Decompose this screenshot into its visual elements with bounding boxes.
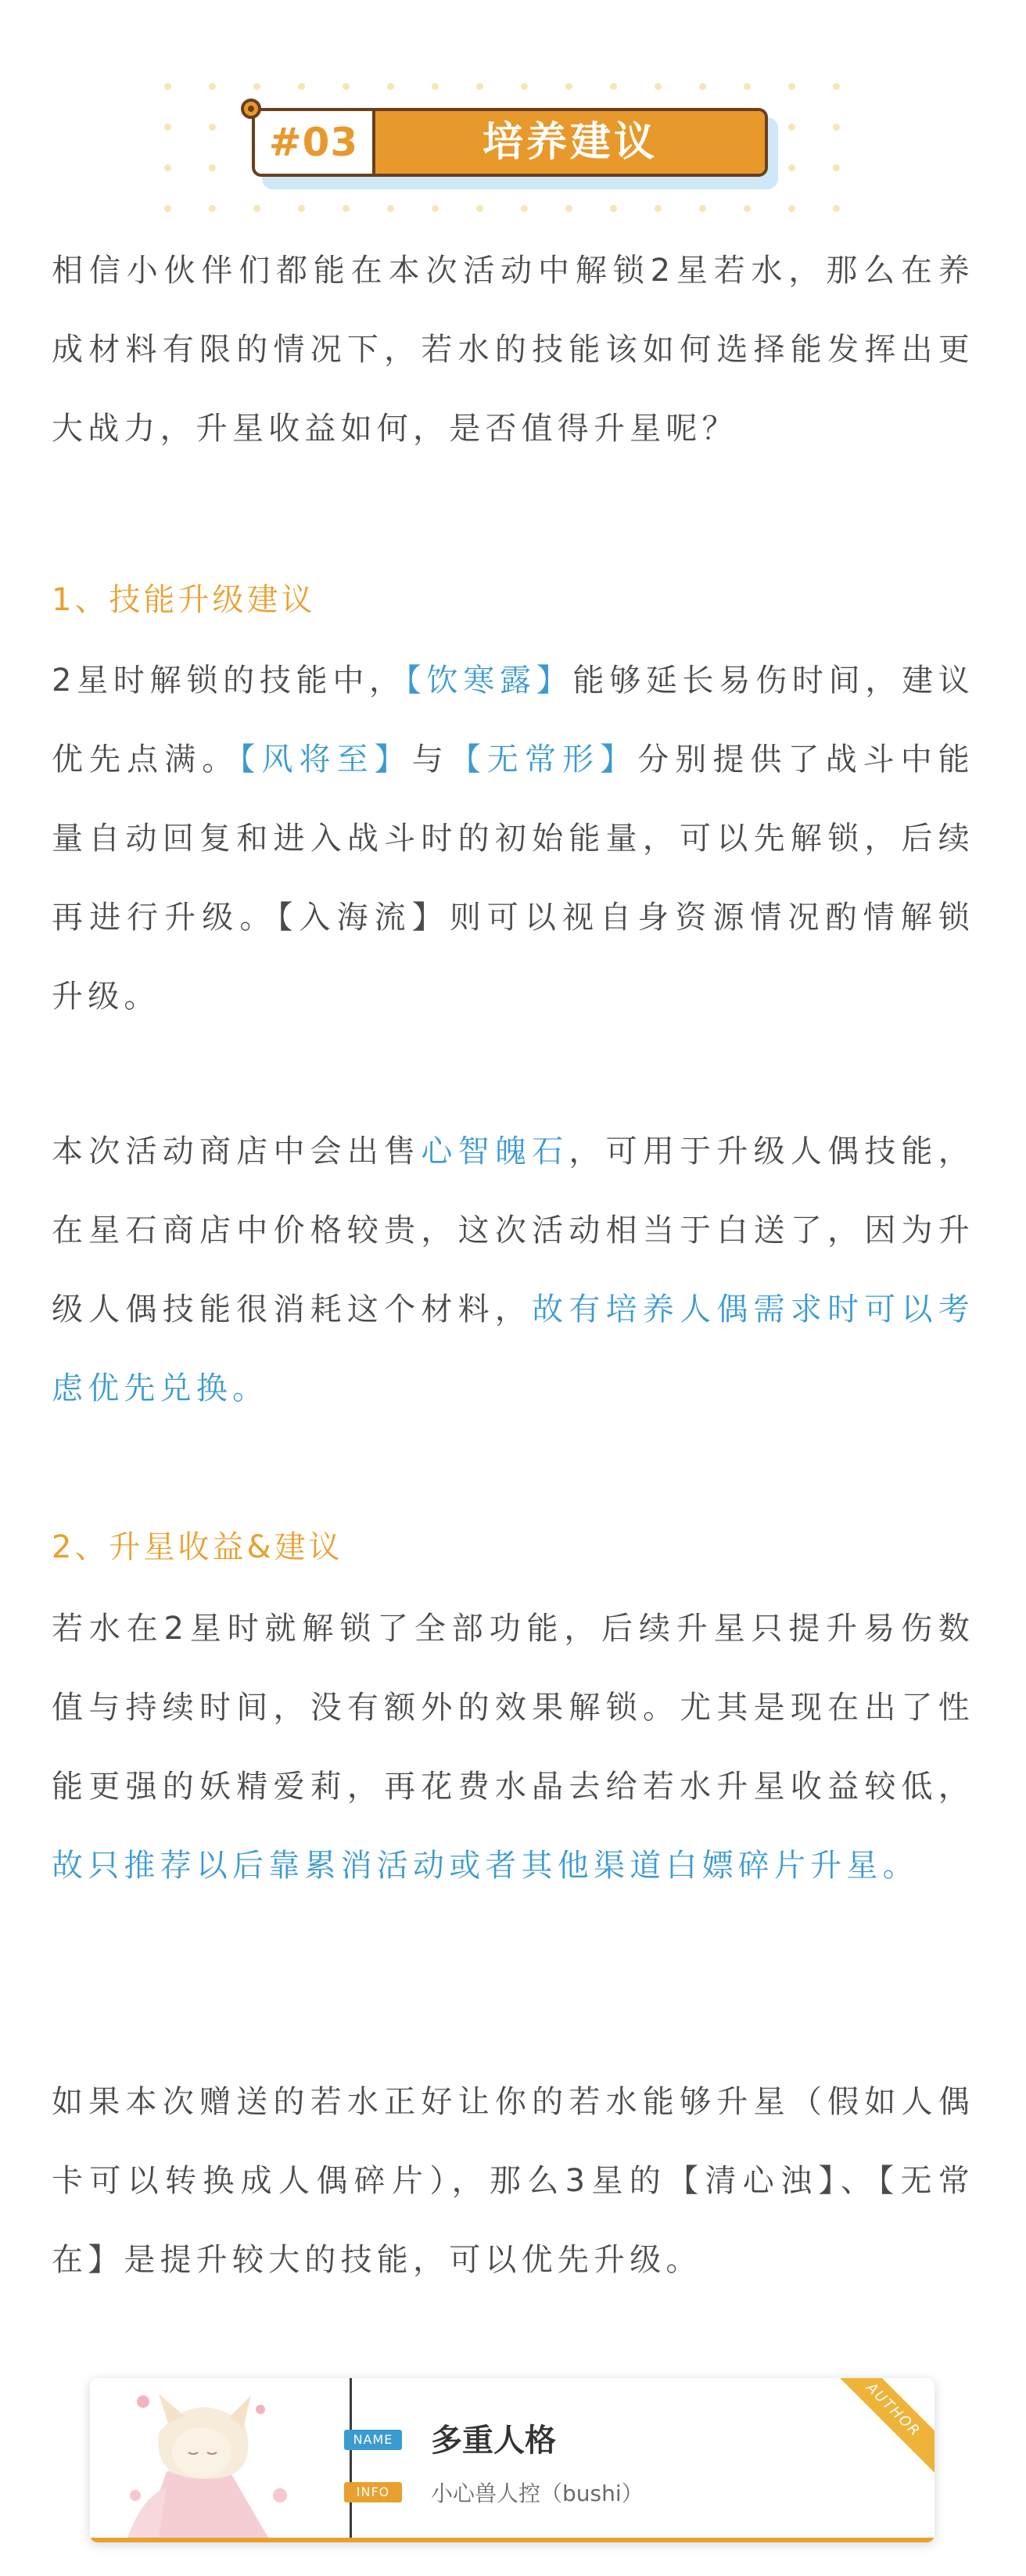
decor-dot: [209, 83, 216, 90]
card-divider: [350, 2378, 352, 2538]
author-card: [90, 2378, 935, 2542]
decor-dot: [209, 164, 216, 171]
heading-skill-upgrade: 1、技能升级建议: [52, 582, 316, 618]
card-bottom-line: [90, 2538, 935, 2542]
decor-dot: [209, 205, 216, 212]
shop-text-1: 本次活动商店中会出售: [52, 1134, 422, 1169]
decor-dot: [253, 205, 260, 212]
decor-dot: [565, 205, 572, 212]
decor-dot: [699, 205, 706, 212]
decor-dot: [833, 83, 840, 90]
shop-text-2: ，可用于升级人偶技能，在星石商店中价格较贵，这次活动相当于白送了，因为升级人偶技能很消耗这个材料，: [52, 1134, 975, 1328]
decor-dot: [164, 124, 171, 131]
section-number: #03: [268, 120, 359, 165]
decor-dot: [521, 205, 528, 212]
star-recommendation: 故只推荐以后靠累消活动或者其他渠道白嫖碎片升星。: [52, 1848, 919, 1884]
decor-dot: [253, 83, 260, 90]
author-name: 多重人格: [431, 2423, 556, 2459]
decor-dot: [164, 205, 171, 212]
skill-text-3: 与: [411, 742, 450, 778]
skill-text-4: 分别提供了战斗中能量自动回复和进入战斗时的初始能量，可以先解锁，后续再进行升级。【入海流】则可以视自身资源情况酌情解锁升级。: [52, 742, 974, 1015]
decor-dot: [343, 205, 350, 212]
decor-dot: [565, 83, 572, 90]
decor-dot: [610, 205, 617, 212]
heading-star-upgrade: 2、升星收益&建议: [52, 1529, 343, 1565]
skill-paragraph: [52, 641, 974, 1037]
decor-dot: [343, 83, 350, 90]
decor-dot: [164, 83, 171, 90]
star-paragraph: [52, 1590, 974, 1906]
decor-dot: [833, 124, 840, 131]
decor-dot: [655, 83, 662, 90]
pin-icon: [241, 99, 261, 119]
skill-text-1: 2星时解锁的技能中，: [52, 663, 406, 699]
intro-paragraph: 相信小伙伴们都能在本次活动中解锁2星若水，那么在养成材料有限的情况下，若水的技能该如何选择能发挥出更大战力，升星收益如何，是否值得升星呢？: [52, 253, 974, 447]
decor-dot: [387, 205, 394, 212]
decor-dot: [209, 124, 216, 131]
decor-dot: [833, 205, 840, 212]
author-avatar: [112, 2378, 362, 2538]
decor-dot: [788, 124, 795, 131]
decor-dot: [699, 83, 706, 90]
decor-dot: [476, 205, 483, 212]
decor-dot: [432, 83, 439, 90]
author-info: 小心兽人控（bushi）: [431, 2481, 644, 2506]
decor-dot: [164, 164, 171, 171]
decor-dot: [744, 205, 751, 212]
item-xinzhiposhi: 心智魄石: [421, 1134, 569, 1169]
decor-dot: [788, 164, 795, 171]
decor-dot: [476, 83, 483, 90]
name-tag: NAME: [344, 2430, 402, 2450]
decor-dot: [744, 83, 751, 90]
decor-dot: [833, 164, 840, 171]
decor-dot: [788, 205, 795, 212]
info-tag: INFO: [344, 2482, 402, 2502]
decor-dot: [655, 205, 662, 212]
decor-dot: [521, 83, 528, 90]
decor-dot: [387, 83, 394, 90]
skill-wuchangxing: 【无常形】: [449, 742, 638, 778]
shop-paragraph: [52, 1112, 974, 1428]
skill-fengjiangzhi: 【风将至】: [239, 742, 412, 778]
skill-yinhanlu: 【饮寒露】: [405, 663, 573, 699]
decor-dot: [298, 83, 305, 90]
decor-dot: [610, 83, 617, 90]
decor-dot: [298, 205, 305, 212]
closing-paragraph: 如果本次赠送的若水正好让你的若水能够升星（假如人偶卡可以转换成人偶碎片），那么3星的【清心浊】、【无常在】是提升较大的技能，可以优先升级。: [52, 2084, 974, 2278]
banner-box: [252, 108, 768, 177]
decor-dot: [432, 205, 439, 212]
star-text-1: 若水在2星时就解锁了全部功能，后续升星只提升易伤数值与持续时间，没有额外的效果解锁。尤其是现在出了性能更强的妖精爱莉，再花费水晶去给若水升星收益较低，: [52, 1611, 974, 1805]
decor-dot: [788, 83, 795, 90]
skill-text-2: 能够延长易伤时间，建议优先点满。: [52, 663, 975, 778]
author-ribbon: AUTHOR: [830, 2378, 935, 2474]
section-banner: [164, 77, 852, 217]
shop-recommendation: 故有培养人偶需求时可以考虑优先兑换。: [52, 1292, 974, 1407]
section-title: 培养建议: [372, 111, 765, 174]
